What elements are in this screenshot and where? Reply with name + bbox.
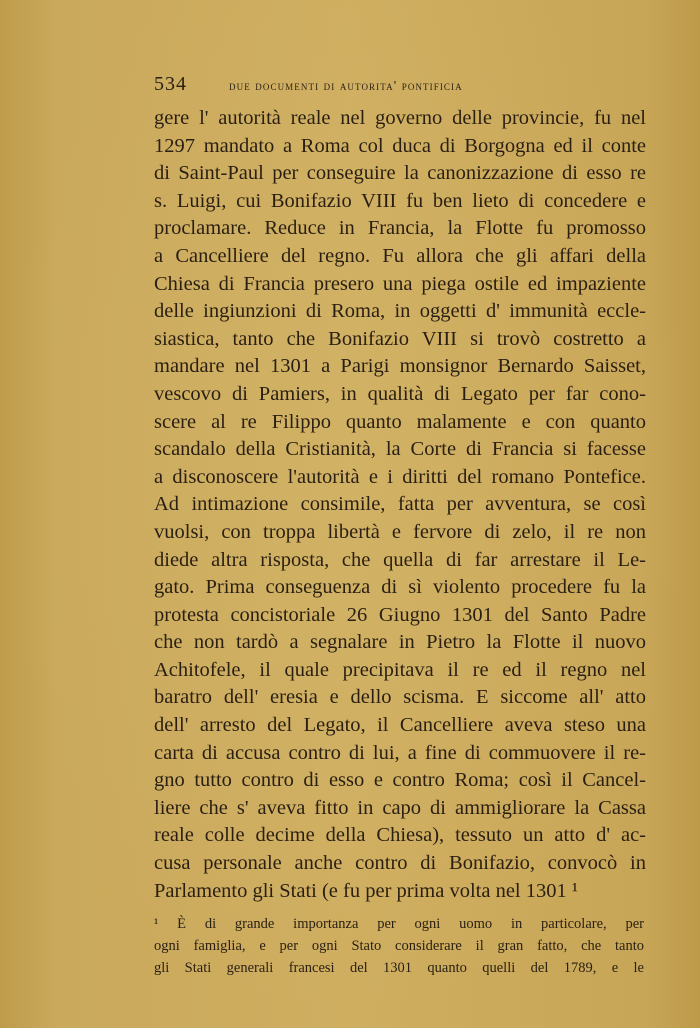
- body-line: vescovo di Pamiers, in qualità di Legato per far cono-: [154, 382, 646, 405]
- body-line: s. Luigi, cui Bonifazio VIII fu ben lieto di concedere e: [154, 189, 646, 212]
- body-line: di Saint-Paul per conseguire la canonizzazione di esso re: [154, 162, 646, 185]
- body-line: diede altra risposta, che quella di far arrestare il Le-: [154, 548, 646, 571]
- footnote: [154, 913, 644, 979]
- body-line: liere che s' aveva fitto in capo di ammigliorare la Cassa: [154, 796, 646, 819]
- body-line: gere l' autorità reale nel governo delle provincie, fu nel: [154, 107, 646, 129]
- body-line: carta di accusa contro di lui, a fine di commuovere il re-: [154, 741, 646, 764]
- footnote-line: ogni famiglia, e per ogni Stato considerare il gran fatto, che tanto: [154, 938, 644, 954]
- body-line: scere al re Filippo quanto malamente e con quanto: [154, 410, 646, 433]
- body-line: a Cancelliere del regno. Fu allora che gli affari della: [154, 244, 646, 267]
- body-line: Chiesa di Francia presero una piega ostile ed impaziente: [154, 272, 646, 295]
- body-line: gno tutto contro di esso e contro Roma; così il Cancel-: [154, 769, 646, 792]
- footnote-line: gli Stati generali francesi del 1301 quanto quelli del 1789, e le: [154, 960, 644, 976]
- body-line: vuolsi, con troppa libertà e fervore di zelo, il re non: [154, 520, 646, 543]
- body-line: che non tardò a segnalare in Pietro la Flotte il nuovo: [154, 631, 646, 654]
- body-line: dell' arresto del Legato, il Cancelliere aveva steso una: [154, 714, 646, 737]
- body-line: Parlamento gli Stati (e fu per prima volta nel 1301 ¹: [154, 879, 579, 902]
- body-line: cusa personale anche contro di Bonifazio, convocò in: [154, 852, 646, 875]
- running-head: due documenti di autorita' pontificia: [229, 78, 463, 93]
- page-number: 534: [154, 73, 187, 95]
- footnote-line: ¹ È di grande importanza per ogni uomo in particolare, per: [154, 916, 644, 932]
- body-line: delle ingiunzioni di Roma, in oggetti d' immunità eccle-: [154, 300, 646, 323]
- body-line: Ad intimazione consimile, fatta per avventura, se così: [154, 493, 646, 516]
- body-text: [154, 105, 646, 905]
- body-line: gato. Prima conseguenza di sì violento procedere fu la: [154, 576, 646, 599]
- body-line: scandalo della Cristianità, la Corte di Francia si facesse: [154, 438, 646, 461]
- body-line: Achitofele, il quale precipitava il re ed il regno nel: [154, 658, 646, 681]
- page-header: [154, 73, 644, 103]
- body-line: 1297 mandato a Roma col duca di Borgogna ed il conte: [154, 134, 646, 157]
- body-line: baratro dell' eresia e dello scisma. E siccome all' atto: [154, 686, 646, 709]
- body-line: protesta concistoriale 26 Giugno 1301 del Santo Padre: [154, 603, 646, 626]
- body-line: reale colle decime della Chiesa), tessuto un atto d' ac-: [154, 824, 646, 847]
- body-line: proclamare. Reduce in Francia, la Flotte fu promosso: [154, 217, 646, 240]
- body-line: mandare nel 1301 a Parigi monsignor Bernardo Saisset,: [154, 355, 646, 378]
- body-line: a disconoscere l'autorità e i diritti del romano Pontefice.: [154, 465, 646, 488]
- body-line: siastica, tanto che Bonifazio VIII si trovò costretto a: [154, 327, 646, 350]
